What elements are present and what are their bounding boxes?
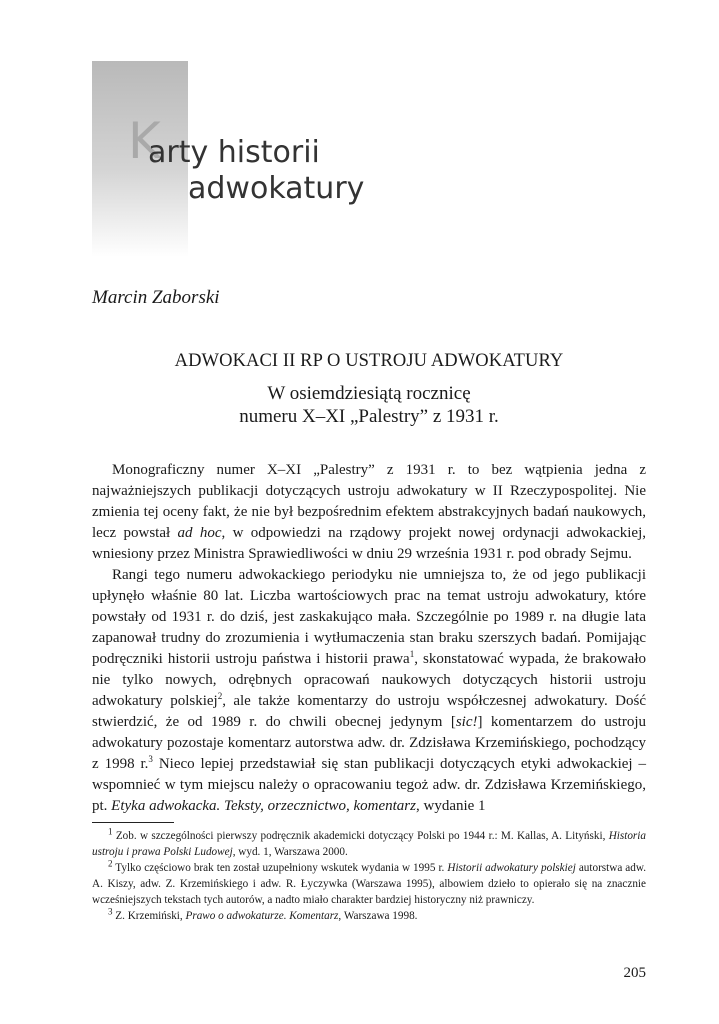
article-title: ADWOKACI II RP O USTROJU ADWOKATURY [174,351,564,371]
footnote-separator [92,822,174,823]
footnote-ref-1[interactable]: 1 [409,649,415,659]
footnote-3: $^3$ Z. Krzemiński, Prawo o adwokaturze. Komentarz, Warszawa 1998. [108,906,418,922]
footnote-1: $^1$ Zob. w szczególności pierwszy podręcznik akademicki dotyczący Polski po 1944 r.: M. Kallas, A. Lityński, Historia ustroju i prawa Polski Ludowej, wyd. 1, Warszawa 2000. [92,826,646,858]
footnote-2: $^2$ Tylko częściowo brak ten został uzupełniony wskutek wydania w 1995 r. Historii adwokatury polskiej autorstwa adw. A. Kiszy, adw. Z. Krzemińskiego i adw. R. Łyczywka (Warszawa 1995), albowiem dzieło to opierało się na znacznie wcześniejszych tekstach tych autorów, a nadto miało charakter bardziej historyczny niż prawniczy. [92,858,647,906]
footnote-ref-2[interactable]: 2 [217,691,223,701]
article-subtitle-line2: numeru X–XI „Palestry” z 1931 r. [239,406,499,427]
article-body [92,460,646,817]
article-subtitle-line1: W osiemdziesiątą rocznicę [267,383,471,404]
author-name: Marcin Zaborski [92,287,220,308]
section-title-line2: adwokatury [188,171,365,206]
body-paragraph-2: Rangi tego numeru adwokackiego periodyku nie umniejsza to, że od jego publikacji upłynęło właśnie 80 lat. Liczba wartościowych prac na temat ustroju adwokatury, które powstały od 1931 r. do dziś, jest zaskakująco mała. Szczególnie po 1989 r. na długie lata zapanował trudny do zrozumienia i wytłumaczenia stan braku szerszych badań. Pomijając podręczniki historii ustroju państwa i historii prawa$^1$, skonstatować wypada, że brakowało nie tylko nowych, odrębnych opracowań naukowych dotyczących historii ustroju adwokatury polskiej$^2$, ale także komentarzy do ustroju współczesnej adwokatury. Dość stwierdzić, że od 1989 r. do chwili obecnej jedynym [sic!] komentarzem do ustroju adwokatury pozostaje komentarz autorstwa adw. dr. Zdzisława Krzemińskiego, pochodzący z 1998 r.$^3$ Nieco lepiej przedstawiał się stan publikacji dotyczących etyki adwokackiej – wspomnieć w tym miejscu należy o opracowaniu tegoż adw. dr. Zdzisława Krzemińskiego, pt. Etyka adwokacka. Teksty, orzecznictwo, komentarz, wydanie 1 [92,567,647,814]
body-paragraph-1: Monograficzny numer X–XI „Palestry” z 1931 r. to bez wątpienia jedna z najważniejszych publikacji dotyczących ustroju adwokatury w II Rzeczypospolitej. Nie zmienia tej oceny fakt, że nie był bezpośrednim efektem abstrakcyjnych badań naukowych, lecz powstał ad hoc, w odpowiedzi na rządowy projekt nowej ordynacji adwokackiej, wniesiony przez Ministra Sprawiedliwości w dniu 29 września 1931 r. pod obrady Sejmu. [92,462,646,562]
article-subtitle [92,382,646,428]
section-title-line1: arty historii [148,135,320,170]
footnotes [92,828,646,924]
page-number: 205 [623,965,646,981]
section-initial-letter: K [128,112,161,170]
section-title [148,135,364,207]
footnote-ref-3[interactable]: 3 [148,754,153,764]
